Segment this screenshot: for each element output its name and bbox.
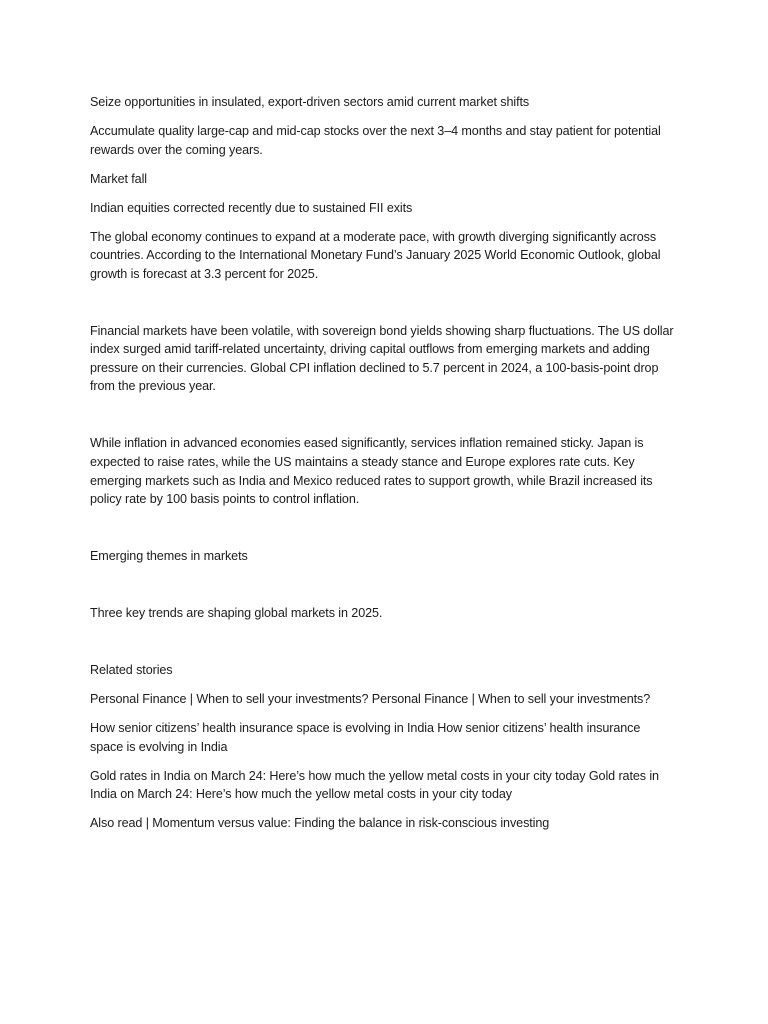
body-paragraph: While inflation in advanced economies eased significantly, services inflation remained sticky. Japan is expected to raise rates, while the US maintains a steady stance and Europe explores rate cuts. Key emerging markets such as India and Mexico reduced rates to support growth, while Brazil increased its policy rate by 100 basis points to control inflation.: [90, 436, 653, 507]
body-paragraph: The global economy continues to expand at a moderate pace, with growth diverging significantly across countries. According to the International Monetary Fund’s January 2025 World Economic Outlook, global growth is forecast at 3.3 percent for 2025.: [90, 229, 661, 281]
section-heading-market-fall: Market fall: [90, 171, 147, 186]
section-subheading: Indian equities corrected recently due to sustained FII exits: [90, 200, 413, 215]
related-story-link[interactable]: Personal Finance | When to sell your investments? Personal Finance | When to sell your investments?: [90, 692, 651, 707]
body-paragraph: Financial markets have been volatile, with sovereign bond yields showing sharp fluctuations. The US dollar index surged amid tariff-related uncertainty, driving capital outflows from emerging markets and adding pressure on their currencies. Global CPI inflation declined to 5.7 percent in 2024, a 100-basis-point drop from the previous year.: [90, 323, 674, 394]
body-paragraph: Three key trends are shaping global markets in 2025.: [90, 606, 383, 621]
also-read-link[interactable]: Also read | Momentum versus value: Finding the balance in risk-conscious investing: [90, 816, 550, 831]
section-heading-emerging-themes: Emerging themes in markets: [90, 549, 248, 564]
article-subheading: Seize opportunities in insulated, export-driven sectors amid current market shifts: [90, 95, 530, 109]
document-body: [90, 93, 675, 833]
related-stories-heading: Related stories: [90, 663, 173, 678]
related-story-link[interactable]: How senior citizens’ health insurance space is evolving in India How senior citizens’ health insurance space is evolving in India: [90, 721, 641, 754]
article-summary: Accumulate quality large-cap and mid-cap stocks over the next 3–4 months and stay patient for potential rewards over the coming years.: [90, 123, 661, 157]
related-story-link[interactable]: Gold rates in India on March 24: Here’s how much the yellow metal costs in your city today Gold rates in India on March 24: Here’s how much the yellow metal costs in your city today: [90, 768, 659, 802]
